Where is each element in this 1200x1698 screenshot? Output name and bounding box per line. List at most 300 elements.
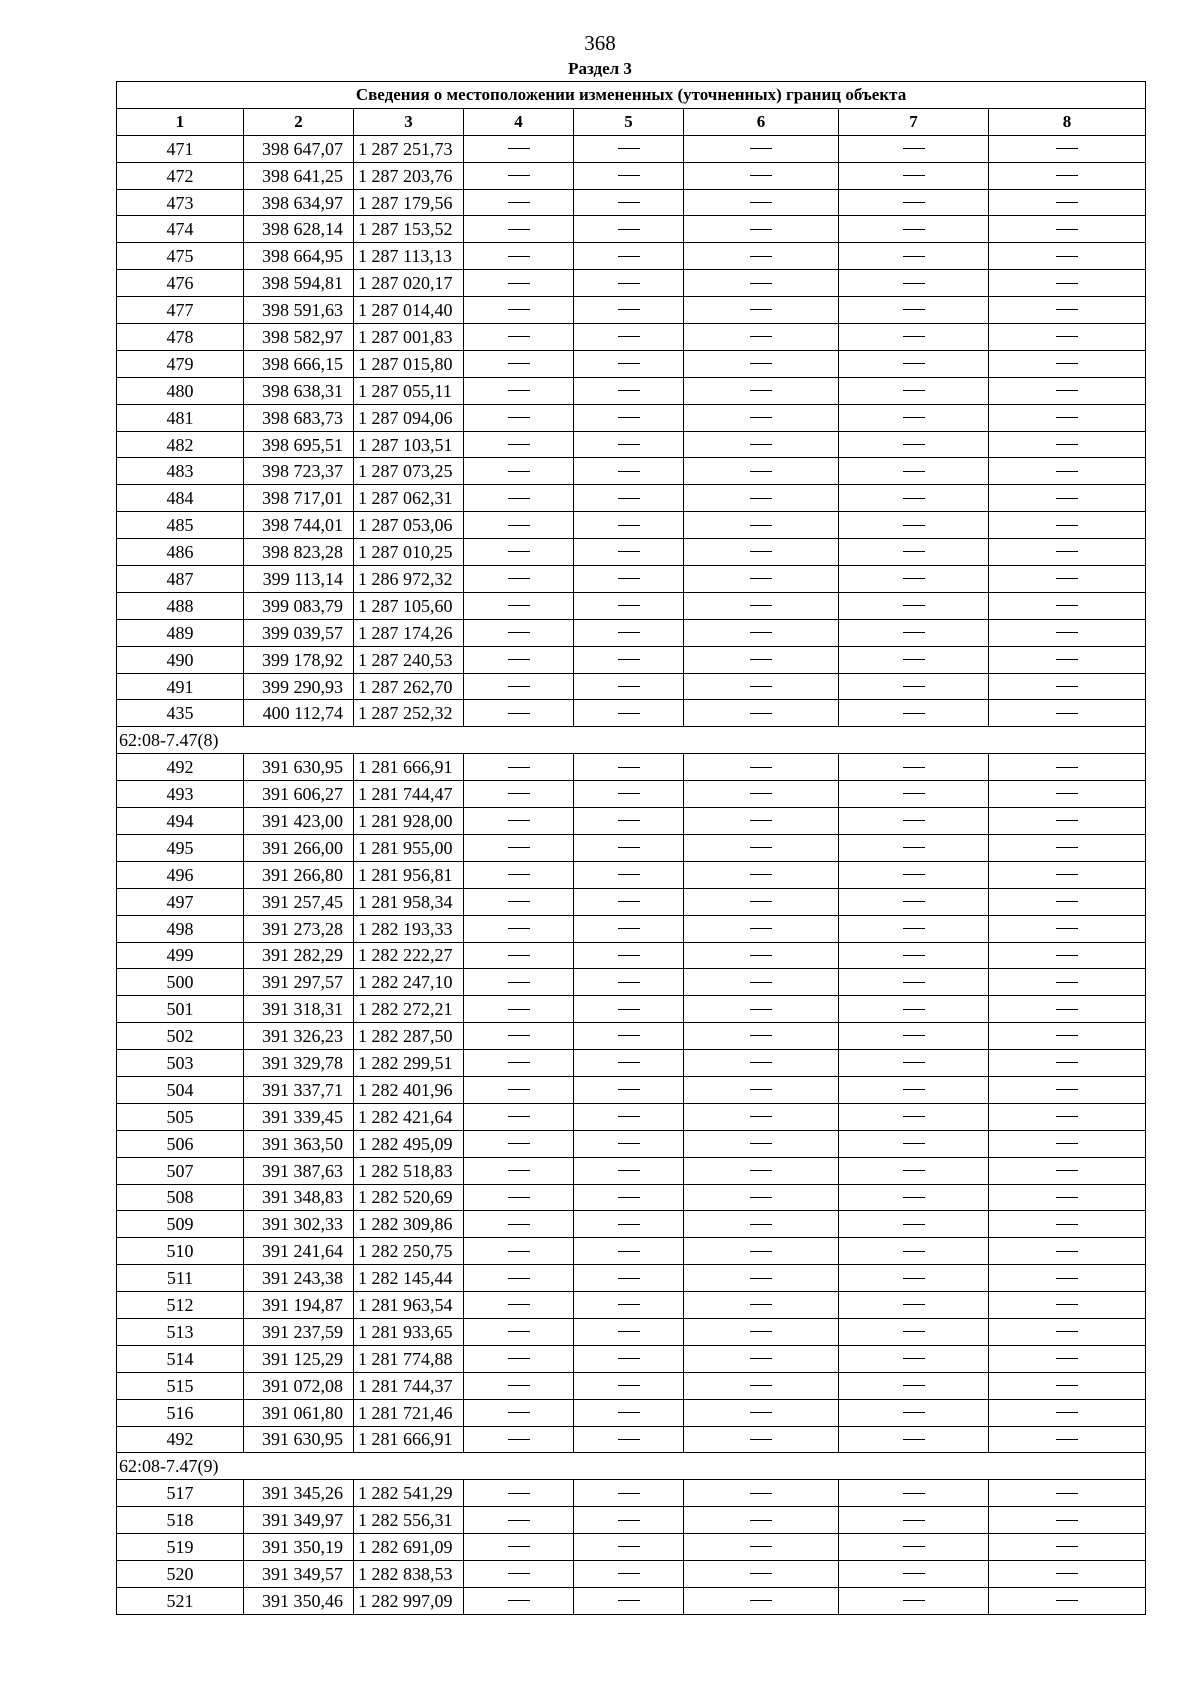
empty-dash-mark	[1056, 605, 1078, 606]
y-coordinate-cell: 1 282 421,64	[354, 1103, 464, 1130]
empty-value-cell	[989, 350, 1146, 377]
empty-value-cell	[574, 888, 684, 915]
x-coordinate-cell: 391 387,63	[244, 1157, 354, 1184]
empty-dash-mark	[750, 605, 772, 606]
x-coordinate-cell: 391 318,31	[244, 996, 354, 1023]
empty-value-cell	[464, 781, 574, 808]
point-number-cell: 495	[117, 834, 244, 861]
empty-value-cell	[839, 189, 989, 216]
x-coordinate-cell: 398 666,15	[244, 350, 354, 377]
empty-value-cell	[839, 404, 989, 431]
table-row	[117, 485, 1146, 512]
empty-dash-mark	[1056, 1197, 1078, 1198]
empty-dash-mark	[618, 955, 640, 956]
empty-dash-mark	[508, 363, 530, 364]
point-number-cell: 514	[117, 1345, 244, 1372]
empty-dash-mark	[618, 1385, 640, 1386]
empty-dash-mark	[903, 632, 925, 633]
empty-value-cell	[464, 216, 574, 243]
y-coordinate-cell: 1 282 541,29	[354, 1480, 464, 1507]
empty-dash-mark	[618, 901, 640, 902]
point-number-cell: 482	[117, 431, 244, 458]
point-number-cell: 496	[117, 861, 244, 888]
table-row	[117, 1587, 1146, 1614]
empty-value-cell	[464, 1587, 574, 1614]
point-number-cell: 513	[117, 1318, 244, 1345]
empty-dash-mark	[508, 928, 530, 929]
point-number-cell: 518	[117, 1507, 244, 1534]
point-number-cell: 506	[117, 1130, 244, 1157]
x-coordinate-cell: 391 350,46	[244, 1587, 354, 1614]
point-number-cell: 509	[117, 1211, 244, 1238]
empty-value-cell	[839, 915, 989, 942]
empty-dash-mark	[508, 1170, 530, 1171]
empty-dash-mark	[508, 1304, 530, 1305]
x-coordinate-cell: 398 723,37	[244, 458, 354, 485]
empty-dash-mark	[508, 390, 530, 391]
empty-dash-mark	[618, 847, 640, 848]
empty-value-cell	[989, 404, 1146, 431]
empty-dash-mark	[750, 901, 772, 902]
empty-dash-mark	[903, 471, 925, 472]
empty-value-cell	[989, 1372, 1146, 1399]
empty-dash-mark	[1056, 498, 1078, 499]
empty-value-cell	[684, 915, 839, 942]
point-number-cell: 508	[117, 1184, 244, 1211]
empty-dash-mark	[903, 578, 925, 579]
empty-dash-mark	[1056, 632, 1078, 633]
empty-value-cell	[464, 431, 574, 458]
y-coordinate-cell: 1 287 252,32	[354, 700, 464, 727]
empty-value-cell	[989, 377, 1146, 404]
table-row	[117, 1372, 1146, 1399]
empty-value-cell	[989, 646, 1146, 673]
empty-dash-mark	[508, 955, 530, 956]
empty-value-cell	[684, 1507, 839, 1534]
empty-dash-mark	[903, 820, 925, 821]
empty-value-cell	[839, 673, 989, 700]
empty-dash-mark	[750, 283, 772, 284]
empty-value-cell	[464, 1238, 574, 1265]
y-coordinate-cell: 1 287 240,53	[354, 646, 464, 673]
empty-dash-mark	[1056, 283, 1078, 284]
empty-dash-mark	[1056, 525, 1078, 526]
column-header: 3	[354, 108, 464, 135]
empty-value-cell	[574, 1184, 684, 1211]
empty-value-cell	[684, 189, 839, 216]
empty-dash-mark	[750, 256, 772, 257]
y-coordinate-cell: 1 282 222,27	[354, 942, 464, 969]
empty-dash-mark	[618, 686, 640, 687]
point-number-cell: 492	[117, 754, 244, 781]
empty-value-cell	[684, 1345, 839, 1372]
x-coordinate-cell: 391 630,95	[244, 1426, 354, 1453]
empty-value-cell	[839, 1157, 989, 1184]
empty-value-cell	[989, 324, 1146, 351]
empty-dash-mark	[1056, 901, 1078, 902]
empty-value-cell	[989, 1480, 1146, 1507]
empty-dash-mark	[903, 1493, 925, 1494]
empty-dash-mark	[750, 1035, 772, 1036]
empty-dash-mark	[1056, 363, 1078, 364]
empty-value-cell	[684, 942, 839, 969]
empty-value-cell	[839, 485, 989, 512]
empty-value-cell	[574, 1345, 684, 1372]
empty-dash-mark	[903, 847, 925, 848]
empty-value-cell	[464, 1345, 574, 1372]
empty-dash-mark	[618, 444, 640, 445]
empty-value-cell	[839, 162, 989, 189]
empty-value-cell	[574, 512, 684, 539]
empty-value-cell	[839, 1426, 989, 1453]
empty-dash-mark	[618, 1412, 640, 1413]
table-row	[117, 1050, 1146, 1077]
table-row	[117, 1534, 1146, 1561]
empty-dash-mark	[903, 336, 925, 337]
point-number-cell: 486	[117, 539, 244, 566]
empty-dash-mark	[508, 551, 530, 552]
empty-value-cell	[574, 1157, 684, 1184]
empty-value-cell	[989, 1211, 1146, 1238]
empty-dash-mark	[1056, 1278, 1078, 1279]
empty-dash-mark	[903, 1520, 925, 1521]
empty-dash-mark	[618, 363, 640, 364]
empty-value-cell	[574, 1265, 684, 1292]
empty-value-cell	[574, 861, 684, 888]
empty-dash-mark	[1056, 847, 1078, 848]
empty-dash-mark	[508, 659, 530, 660]
empty-value-cell	[839, 1292, 989, 1319]
y-coordinate-cell: 1 287 179,56	[354, 189, 464, 216]
y-coordinate-cell: 1 287 203,76	[354, 162, 464, 189]
y-coordinate-cell: 1 287 055,11	[354, 377, 464, 404]
empty-dash-mark	[903, 1331, 925, 1332]
empty-value-cell	[464, 1076, 574, 1103]
empty-value-cell	[989, 808, 1146, 835]
x-coordinate-cell: 398 683,73	[244, 404, 354, 431]
empty-dash-mark	[508, 1412, 530, 1413]
empty-dash-mark	[750, 1170, 772, 1171]
empty-dash-mark	[618, 928, 640, 929]
empty-value-cell	[684, 162, 839, 189]
empty-dash-mark	[750, 1412, 772, 1413]
table-row	[117, 781, 1146, 808]
empty-dash-mark	[750, 525, 772, 526]
y-coordinate-cell: 1 281 744,47	[354, 781, 464, 808]
y-coordinate-cell: 1 282 309,86	[354, 1211, 464, 1238]
empty-dash-mark	[1056, 309, 1078, 310]
empty-value-cell	[574, 996, 684, 1023]
y-coordinate-cell: 1 281 774,88	[354, 1345, 464, 1372]
table-row	[117, 243, 1146, 270]
empty-value-cell	[574, 270, 684, 297]
empty-value-cell	[464, 673, 574, 700]
empty-value-cell	[464, 861, 574, 888]
empty-value-cell	[684, 1372, 839, 1399]
table-row	[117, 1265, 1146, 1292]
empty-dash-mark	[1056, 1251, 1078, 1252]
empty-dash-mark	[750, 498, 772, 499]
point-number-cell: 504	[117, 1076, 244, 1103]
empty-dash-mark	[508, 901, 530, 902]
empty-value-cell	[989, 539, 1146, 566]
empty-value-cell	[574, 1211, 684, 1238]
empty-value-cell	[839, 1211, 989, 1238]
y-coordinate-cell: 1 281 956,81	[354, 861, 464, 888]
empty-dash-mark	[903, 767, 925, 768]
empty-value-cell	[839, 135, 989, 162]
empty-value-cell	[574, 1130, 684, 1157]
empty-value-cell	[684, 754, 839, 781]
empty-dash-mark	[508, 1331, 530, 1332]
empty-value-cell	[989, 1076, 1146, 1103]
empty-dash-mark	[508, 605, 530, 606]
empty-value-cell	[684, 350, 839, 377]
empty-dash-mark	[903, 1546, 925, 1547]
empty-dash-mark	[750, 1062, 772, 1063]
empty-value-cell	[464, 969, 574, 996]
empty-value-cell	[574, 1426, 684, 1453]
empty-dash-mark	[618, 525, 640, 526]
x-coordinate-cell: 398 628,14	[244, 216, 354, 243]
empty-value-cell	[574, 539, 684, 566]
empty-dash-mark	[903, 1116, 925, 1117]
empty-dash-mark	[750, 551, 772, 552]
x-coordinate-cell: 398 591,63	[244, 297, 354, 324]
x-coordinate-cell: 391 630,95	[244, 754, 354, 781]
empty-value-cell	[839, 1265, 989, 1292]
empty-value-cell	[839, 1238, 989, 1265]
empty-dash-mark	[750, 417, 772, 418]
y-coordinate-cell: 1 287 153,52	[354, 216, 464, 243]
table-row	[117, 431, 1146, 458]
empty-value-cell	[684, 270, 839, 297]
empty-value-cell	[989, 1238, 1146, 1265]
point-number-cell: 505	[117, 1103, 244, 1130]
empty-dash-mark	[508, 309, 530, 310]
empty-dash-mark	[903, 1358, 925, 1359]
empty-value-cell	[574, 834, 684, 861]
empty-value-cell	[989, 1560, 1146, 1587]
empty-dash-mark	[750, 1520, 772, 1521]
empty-dash-mark	[750, 955, 772, 956]
empty-dash-mark	[750, 820, 772, 821]
empty-dash-mark	[618, 1600, 640, 1601]
empty-dash-mark	[750, 767, 772, 768]
empty-dash-mark	[508, 632, 530, 633]
empty-value-cell	[464, 458, 574, 485]
empty-dash-mark	[618, 632, 640, 633]
point-number-cell: 501	[117, 996, 244, 1023]
empty-dash-mark	[903, 525, 925, 526]
empty-dash-mark	[750, 1493, 772, 1494]
empty-dash-mark	[750, 632, 772, 633]
empty-dash-mark	[618, 1089, 640, 1090]
point-number-cell: 472	[117, 162, 244, 189]
empty-value-cell	[464, 1157, 574, 1184]
empty-dash-mark	[1056, 471, 1078, 472]
empty-dash-mark	[508, 847, 530, 848]
empty-value-cell	[574, 377, 684, 404]
table-row	[117, 297, 1146, 324]
empty-value-cell	[839, 754, 989, 781]
empty-value-cell	[989, 1157, 1146, 1184]
empty-value-cell	[989, 942, 1146, 969]
x-coordinate-cell: 399 039,57	[244, 619, 354, 646]
empty-value-cell	[574, 431, 684, 458]
empty-dash-mark	[750, 847, 772, 848]
y-coordinate-cell: 1 281 928,00	[354, 808, 464, 835]
empty-dash-mark	[750, 982, 772, 983]
point-number-cell: 489	[117, 619, 244, 646]
empty-dash-mark	[618, 229, 640, 230]
empty-value-cell	[989, 1265, 1146, 1292]
table-row	[117, 135, 1146, 162]
empty-value-cell	[839, 781, 989, 808]
empty-value-cell	[839, 243, 989, 270]
y-coordinate-cell: 1 282 556,31	[354, 1507, 464, 1534]
table-row	[117, 1560, 1146, 1587]
empty-dash-mark	[1056, 1224, 1078, 1225]
empty-value-cell	[574, 673, 684, 700]
empty-dash-mark	[1056, 229, 1078, 230]
empty-value-cell	[464, 915, 574, 942]
empty-value-cell	[989, 135, 1146, 162]
empty-value-cell	[574, 1372, 684, 1399]
empty-dash-mark	[508, 336, 530, 337]
point-number-cell: 488	[117, 592, 244, 619]
point-number-cell: 493	[117, 781, 244, 808]
point-number-cell: 503	[117, 1050, 244, 1077]
empty-dash-mark	[903, 175, 925, 176]
table-row	[117, 324, 1146, 351]
empty-dash-mark	[508, 175, 530, 176]
empty-dash-mark	[508, 417, 530, 418]
empty-value-cell	[684, 216, 839, 243]
empty-dash-mark	[508, 498, 530, 499]
empty-value-cell	[989, 1023, 1146, 1050]
y-coordinate-cell: 1 282 495,09	[354, 1130, 464, 1157]
table-row	[117, 458, 1146, 485]
empty-value-cell	[839, 1372, 989, 1399]
empty-value-cell	[839, 1050, 989, 1077]
empty-value-cell	[839, 646, 989, 673]
y-coordinate-cell: 1 282 997,09	[354, 1587, 464, 1614]
empty-value-cell	[574, 1023, 684, 1050]
y-coordinate-cell: 1 287 073,25	[354, 458, 464, 485]
empty-value-cell	[684, 1399, 839, 1426]
empty-dash-mark	[1056, 1009, 1078, 1010]
x-coordinate-cell: 398 717,01	[244, 485, 354, 512]
table-row	[117, 270, 1146, 297]
table-row	[117, 350, 1146, 377]
empty-dash-mark	[618, 1197, 640, 1198]
empty-value-cell	[989, 216, 1146, 243]
empty-value-cell	[989, 431, 1146, 458]
x-coordinate-cell: 391 273,28	[244, 915, 354, 942]
empty-value-cell	[464, 646, 574, 673]
point-number-cell: 492	[117, 1426, 244, 1453]
empty-value-cell	[989, 1507, 1146, 1534]
empty-dash-mark	[1056, 793, 1078, 794]
empty-value-cell	[839, 458, 989, 485]
y-coordinate-cell: 1 282 299,51	[354, 1050, 464, 1077]
empty-value-cell	[574, 969, 684, 996]
empty-value-cell	[684, 969, 839, 996]
y-coordinate-cell: 1 282 401,96	[354, 1076, 464, 1103]
table-caption: Сведения о местоположении измененных (уточненных) границ объекта	[117, 82, 1146, 109]
empty-value-cell	[839, 700, 989, 727]
table-row	[117, 1023, 1146, 1050]
empty-value-cell	[574, 458, 684, 485]
empty-dash-mark	[1056, 175, 1078, 176]
point-number-cell: 481	[117, 404, 244, 431]
group-header-row	[117, 1453, 1146, 1480]
table-row	[117, 216, 1146, 243]
empty-value-cell	[684, 1426, 839, 1453]
empty-dash-mark	[508, 820, 530, 821]
empty-dash-mark	[750, 1304, 772, 1305]
empty-value-cell	[684, 539, 839, 566]
empty-value-cell	[574, 781, 684, 808]
empty-value-cell	[684, 1023, 839, 1050]
empty-dash-mark	[903, 1170, 925, 1171]
y-coordinate-cell: 1 287 262,70	[354, 673, 464, 700]
y-coordinate-cell: 1 282 247,10	[354, 969, 464, 996]
empty-value-cell	[989, 592, 1146, 619]
empty-dash-mark	[903, 1009, 925, 1010]
empty-dash-mark	[750, 1089, 772, 1090]
x-coordinate-cell: 399 178,92	[244, 646, 354, 673]
table-row	[117, 834, 1146, 861]
empty-dash-mark	[903, 1304, 925, 1305]
empty-dash-mark	[903, 256, 925, 257]
y-coordinate-cell: 1 287 053,06	[354, 512, 464, 539]
empty-dash-mark	[1056, 1573, 1078, 1574]
y-coordinate-cell: 1 287 103,51	[354, 431, 464, 458]
empty-dash-mark	[1056, 1412, 1078, 1413]
empty-value-cell	[684, 619, 839, 646]
empty-dash-mark	[508, 1573, 530, 1574]
x-coordinate-cell: 391 606,27	[244, 781, 354, 808]
table-row	[117, 1426, 1146, 1453]
x-coordinate-cell: 398 638,31	[244, 377, 354, 404]
empty-dash-mark	[750, 471, 772, 472]
empty-dash-mark	[903, 955, 925, 956]
table-body	[117, 135, 1146, 1614]
x-coordinate-cell: 398 641,25	[244, 162, 354, 189]
empty-value-cell	[574, 700, 684, 727]
empty-dash-mark	[750, 793, 772, 794]
empty-dash-mark	[903, 444, 925, 445]
empty-value-cell	[574, 1507, 684, 1534]
empty-value-cell	[464, 270, 574, 297]
empty-value-cell	[989, 1426, 1146, 1453]
empty-dash-mark	[618, 767, 640, 768]
empty-dash-mark	[1056, 1170, 1078, 1171]
y-coordinate-cell: 1 282 691,09	[354, 1534, 464, 1561]
empty-dash-mark	[618, 1116, 640, 1117]
empty-value-cell	[464, 996, 574, 1023]
point-number-cell: 498	[117, 915, 244, 942]
empty-dash-mark	[750, 444, 772, 445]
empty-dash-mark	[1056, 928, 1078, 929]
empty-value-cell	[574, 162, 684, 189]
empty-value-cell	[989, 700, 1146, 727]
empty-dash-mark	[508, 982, 530, 983]
table-row	[117, 592, 1146, 619]
empty-value-cell	[684, 888, 839, 915]
